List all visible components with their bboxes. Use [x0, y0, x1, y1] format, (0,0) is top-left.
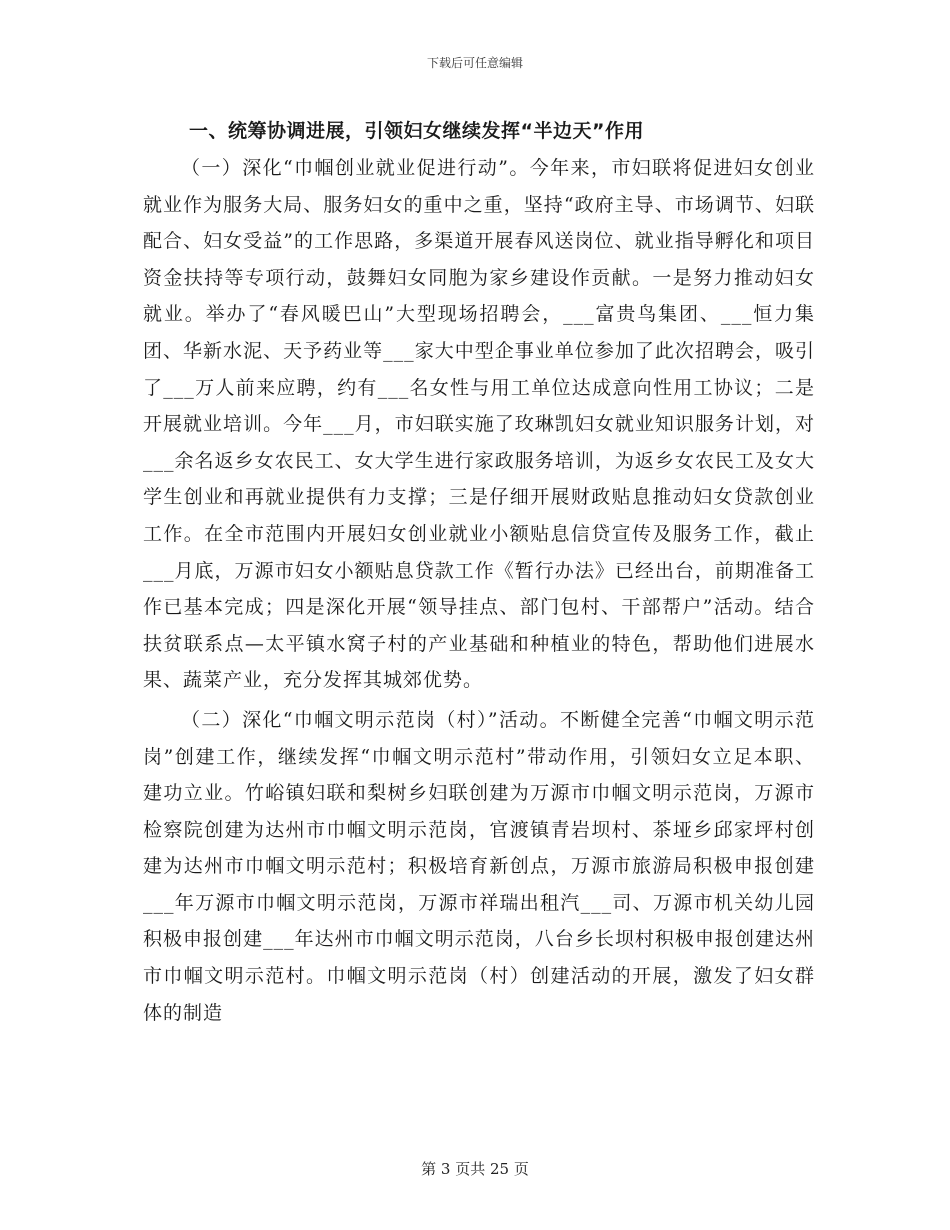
- document-body: [143, 112, 815, 1031]
- page-header-note: 下载后可任意编辑: [426, 56, 523, 70]
- paragraph-2: （二）深化“巾帼文明示范岗（村）”活动。不断健全完善“巾帼文明示范岗”创建工作，继续发挥“巾帼文明示范村”带动作用，引领妇女立足本职、建功立业。竹峪镇妇联和梨树乡妇联创建为万源市巾帼文明示范岗，万源市检察院创建为达州市巾帼文明示范岗，官渡镇青岩坝村、茶垭乡邱家坪村创建为达州市巾帼文明示范村；积极培育新创点，万源市旅游局积极申报创建___年万源市巾帼文明示范岗，万源市祥瑞出租汽___司、万源市机关幼儿园积极申报创建___年达州市巾帼文明示范岗，八台乡长坝村积极申报创建达州市巾帼文明示范村。巾帼文明示范岗（村）创建活动的开展，激发了妇女群体的制造: [143, 708, 815, 1024]
- paragraph-1: （一）深化“巾帼创业就业促进行动”。今年来，市妇联将促进妇女创业就业作为服务大局、服务妇女的重中之重，坚持“政府主导、市场调节、妇联配合、妇女受益”的工作思路，多渠道开展春风送岗位、就业指导孵化和项目资金扶持等专项行动，鼓舞妇女同胞为家乡建设作贡献。一是努力推动妇女就业。举办了“春风暖巴山”大型现场招聘会，___富贵鸟集团、___恒力集团、华新水泥、天予药业等___家大中型企事业单位参加了此次招聘会，吸引了___万人前来应聘，约有___名女性与用工单位达成意向性用工协议；二是开展就业培训。今年___月，市妇联实施了玫琳凯妇女就业知识服务计划，对___余名返乡女农民工、女大学生进行家政服务培训，为返乡女农民工及女大学生创业和再就业提供有力支撑；三是仔细开展财政贴息推动妇女贷款创业工作。在全市范围内开展妇女创业就业小额贴息信贷宣传及服务工作，截止___月底，万源市妇女小额贴息贷款工作《暂行办法》已经出台，前期准备工作已基本完成；四是深化开展“领导挂点、部门包村、干部帮户”活动。结合扶贫联系点—太平镇水窝子村的产业基础和种植业的特色，帮助他们进展水果、蔬菜产业，充分发挥其城郊优势。: [143, 157, 815, 692]
- page-number-footer: 第 3 页共 25 页: [421, 1160, 529, 1178]
- section-heading: 一、统筹协调进展，引领妇女继续发挥“半边天”作用: [189, 120, 644, 142]
